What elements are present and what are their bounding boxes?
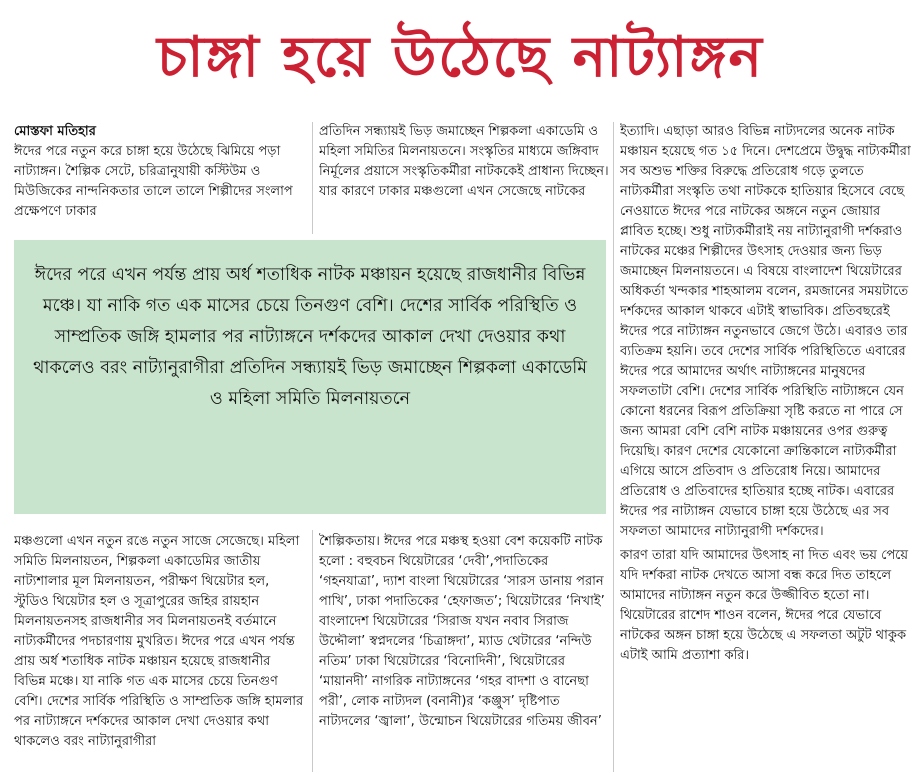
- headline: চাঙ্গা হয়ে উঠেছে নাট্যাঙ্গন: [157, 25, 764, 90]
- article-column-2-top: [319, 122, 609, 230]
- article-column-1-bottom: [14, 532, 304, 772]
- article-paragraph: শৈল্পিকতায়। ঈদের পরে মঞ্চস্থ হওয়া বেশ কয়েকটি নাটক হলো : বহুবচন থিয়েটারের ‘দেবী’,পদাতিকের ‘গহনযাত্রা’, দ্যাশ বাংলা থিয়েটারের ‘সারস ডানায় পরান পাখি’, ঢাকা পদাতিকের ‘হেফাজত’; থিয়েটারের ‘নিখাই’ বাংলাদেশ থিয়েটারের ‘সিরাজ যখন নবাব সিরাজ উদ্দৌলা’ স্বপ্নদলের ‘চিত্রাঙ্গদা’, ম্যাড থেটারের ‘নন্দিউ নতিম’ ঢাকা থিয়েটারের ‘বিনোদিনী’, থিয়েটারের ‘মায়ানদী’ নাগরিক নাট্যাঙ্গনের ‘গহর বাদশা ও বানেছা পরী’, লোক নাট্যদল (বনানী)র ‘কঞ্জুস’ দৃষ্টিপাত নাট্যদলের ‘জ্বালা’, উন্মোচন থিয়েটারের গতিময় জীবন’: [319, 534, 605, 729]
- byline: মোস্তফা মতিহার: [14, 124, 96, 139]
- article-column-1-top: [14, 122, 304, 230]
- article-paragraph: কারণ তারা যদি আমাদের উৎসাহ না দিত এবং ভয় পেয়ে যদি দর্শকরা নাটক দেখতে আসা বন্ধ করে দিত তাহলে আমাদের নাট্যাঙ্গন নতুন করে উজ্জীবিত হতো না। থিয়েটারের রাশেদ শাওন বলেন, ঈদের পরে যেভাবে নাটকের অঙ্গন চাঙ্গা হয়ে উঠেছে এ সফলতা অটুট থাকুক এটাই আমি প্রত্যাশা করি।: [620, 548, 909, 663]
- article-paragraph: ইত্যাদি। এছাড়া আরও বিভিন্ন নাট্যদলের অনেক নাটক মঞ্চায়ন হয়েছে গত ১৫ দিনে। দেশপ্রেমে উদ্বুদ্ধ নাট্যকর্মীরা সব অশুভ শক্তির বিরুদ্ধে প্রতিরোধ গড়ে তুলতে নাট্যকর্মীরা সংস্কৃতি তথা নাটককে হাতিয়ার হিসেবে বেছে নেওয়াতে ঈদের পরে নাটকের অঙ্গনে নতুন জোয়ার প্লাবিত হচ্ছে। শুধু নাট্যকর্মীরাই নয় নাট্যানুরাগী দর্শকরাও নাটকের মঞ্চের শিল্পীদের উৎসাহ দেওয়ার জন্য ভিড় জমাচ্ছেন মিলনায়তনে। এ বিষয়ে বাংলাদেশ থিয়েটারের অধিকর্তা খন্দকার শাহআলম বলেন, রমজানের সময়টাতে দর্শকদের আকাল থাকবে এটাই স্বাভাবিক। প্রতিবছরেই ঈদের পরে নাট্যাঙ্গন নতুনভাবে জেগে উঠে। এবারও তার ব্যতিক্রম হয়নি। তবে দেশের সার্বিক পরিস্থিতিতে এবারের ঈদের পরে আমাদের অর্থাৎ নাট্যাঙ্গনের মানুষদের সফলতাটা বেশি। দেশের সার্বিক পরিস্থিতি নাট্যাঙ্গনে যেন কোনো ধরনের বিরূপ প্রতিক্রিয়া সৃষ্টি করতে না পারে সে জন্য আমরা বেশি বেশি নাটক মঞ্চায়নের ওপর গুরুত্ব দিয়েছি। কারণ দেশের যেকোনো ক্রান্তিকালে নাট্যকর্মীরা এগিয়ে আসে প্রতিবাদ ও প্রতিরোধ নিয়ে। আমাদের প্রতিরোধ ও প্রতিবাদের হাতিয়ার হচ্ছে নাটক। এবারের ঈদের পর নাট্যাঙ্গন যেভাবে চাঙ্গা হয়ে উঠেছে এর সব সফলতা আমাদের নাট্যানুরাগী দর্শকদের।: [620, 124, 911, 539]
- article-column-2-bottom: [319, 532, 609, 772]
- article-paragraph: ঈদের পরে নতুন করে চাঙ্গা হয়ে উঠেছে ঝিমিয়ে পড়া নাট্যাঙ্গন। শৈল্পিক সেটে, চরিত্রানুযায়ী কস্টিউম ও মিউজিকের নান্দনিকতার তালে তালে শিল্পীদের সংলাপ প্রক্ষেপণে ঢাকার: [14, 144, 293, 219]
- column-divider: [613, 122, 614, 772]
- column-divider: [312, 122, 313, 234]
- article-paragraph: প্রতিদিন সন্ধ্যায়ই ভিড় জমাচ্ছেন শিল্পকলা একাডেমি ও মহিলা সমিতির মিলনায়তনে। সংস্কৃতির মাধ্যমে জঙ্গিবাদ নির্মূলের প্রয়াসে সংস্কৃতিকর্মীরা নাটককেই প্রাধান্য দিচ্ছেন। যার কারণে ঢাকার মঞ্চগুলো এখন সেজেছে নাটকের: [319, 124, 609, 199]
- pull-quote: ঈদের পরে এখন পর্যন্ত প্রায় অর্ধ শতাধিক নাটক মঞ্চায়ন হয়েছে রাজধানীর বিভিন্ন মঞ্চে। যা নাকি গত এক মাসের চেয়ে তিনগুণ বেশি। দেশের সার্বিক পরিস্থিতি ও সাম্প্রতিক জঙ্গি হামলার পর নাট্যাঙ্গনে দর্শকদের আকাল দেখা দেওয়ার কথা থাকলেও বরং নাট্যানুরাগীরা প্রতিদিন সন্ধ্যায়ই ভিড় জমাচ্ছেন শিল্পকলা একাডেমি ও মহিলা সমিতি মিলনায়তনে: [14, 240, 606, 514]
- article-column-3: [620, 122, 912, 772]
- article-paragraph: মঞ্চগুলো এখন নতুন রঙে নতুন সাজে সেজেছে। মহিলা সমিতি মিলনায়তন, শিল্পকলা একাডেমির জাতীয় নাট্যশালার মূল মিলনায়তন, পরীক্ষণ থিয়েটার হল, স্টুডিও থিয়েটার হল ও সূত্রাপুরের জহির রায়হান মিলনায়তনসহ রাজধানীর সব মিলনায়তনই বর্তমানে নাট্যকর্মীদের পদচারণায় মুখরিত। ঈদের পরে এখন পর্যন্ত প্রায় অর্ধ শতাধিক নাটক মঞ্চায়ন হয়েছে রাজধানীর বিভিন্ন মঞ্চে। যা নাকি গত এক মাসের চেয়ে তিনগুণ বেশি। দেশের সার্বিক পরিস্থিতি ও সাম্প্রতিক জঙ্গি হামলার পর নাট্যাঙ্গনে দর্শকদের আকাল দেখা দেওয়ার কথা থাকলেও বরং নাট্যানুরাগীরা: [14, 534, 304, 749]
- column-divider: [312, 530, 313, 772]
